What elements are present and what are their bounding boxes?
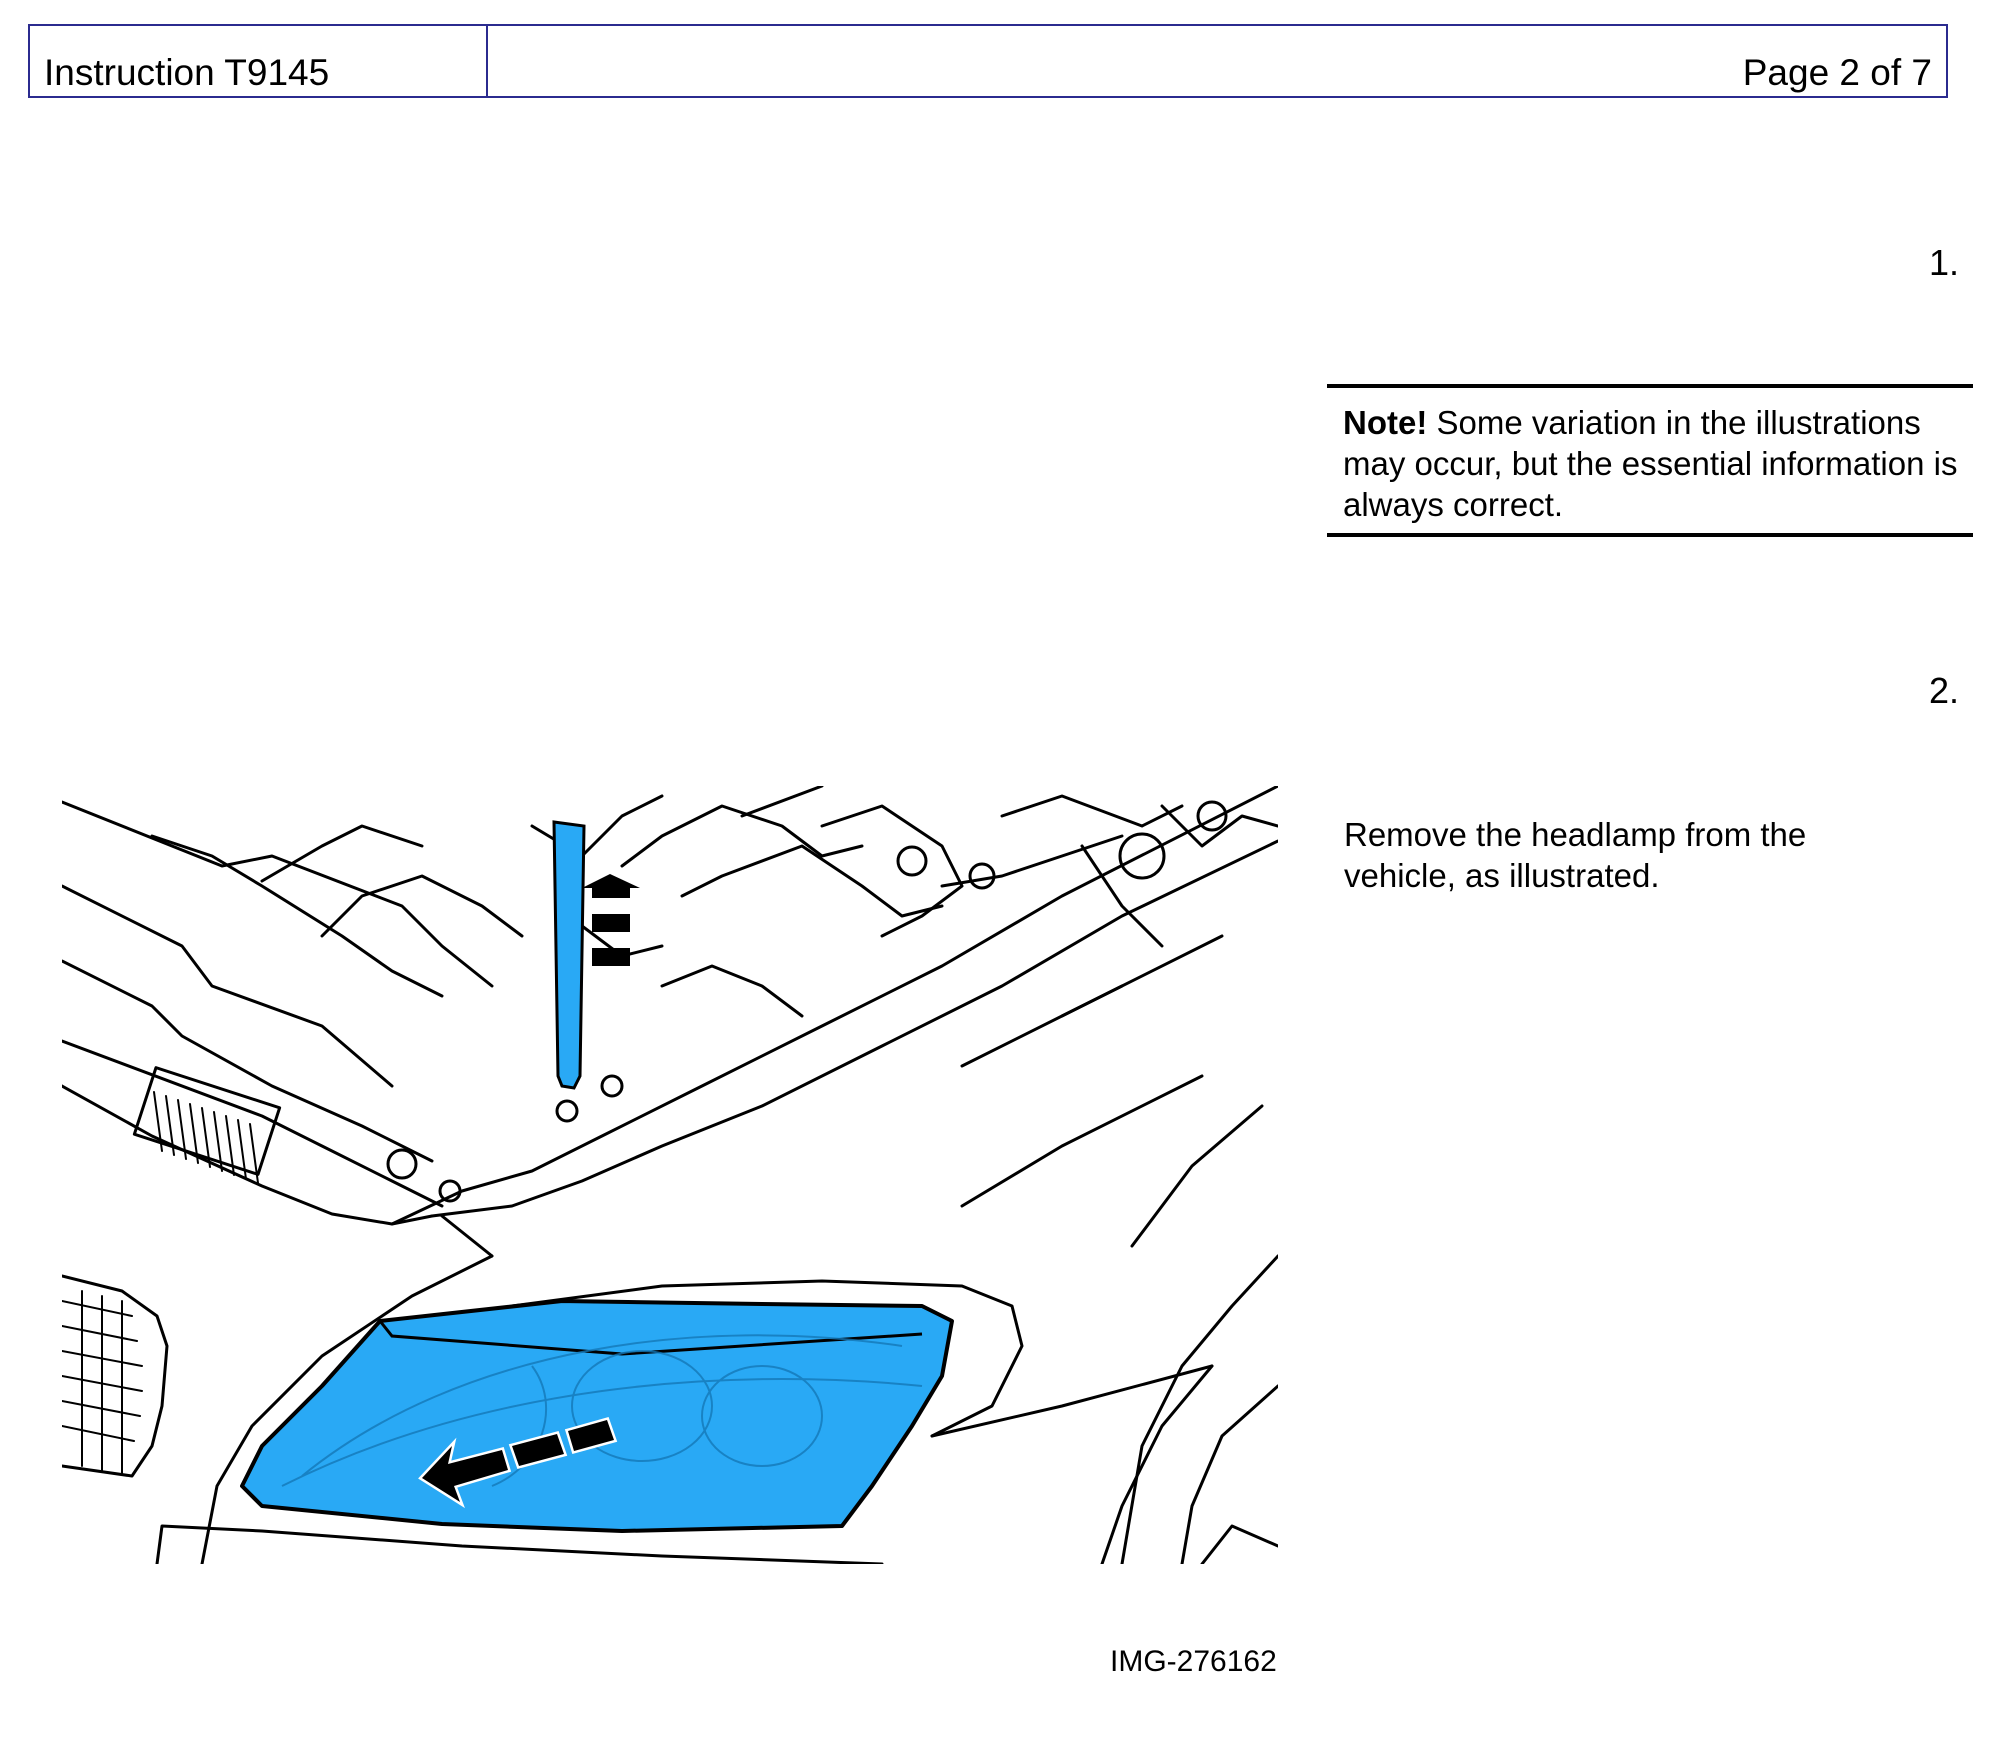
step-1-number: 1. [1928,242,1959,283]
page-number: Page 2 of 7 [1742,52,1932,93]
pry-tool-highlight [554,822,584,1088]
headlamp-highlight [242,1301,952,1531]
instruction-id: Instruction T9145 [44,52,330,93]
step-2-number: 2. [1928,670,1959,711]
image-id: IMG-276162 [1110,1645,1277,1678]
note-box [1327,384,1973,537]
page-header [28,24,1948,98]
step-2-instruction: Remove the headlamp from the vehicle, as illustrated. [1344,816,1807,894]
header-left-cell [30,26,488,96]
headlamp-illustration [62,786,1278,1564]
headlamp-illustration-svg [62,786,1278,1564]
note-body: Some variation in the illustrations may occur, but the essential information is always correct. [1343,404,1958,523]
note-label: Note! [1343,404,1428,441]
note-text [1343,402,1968,525]
